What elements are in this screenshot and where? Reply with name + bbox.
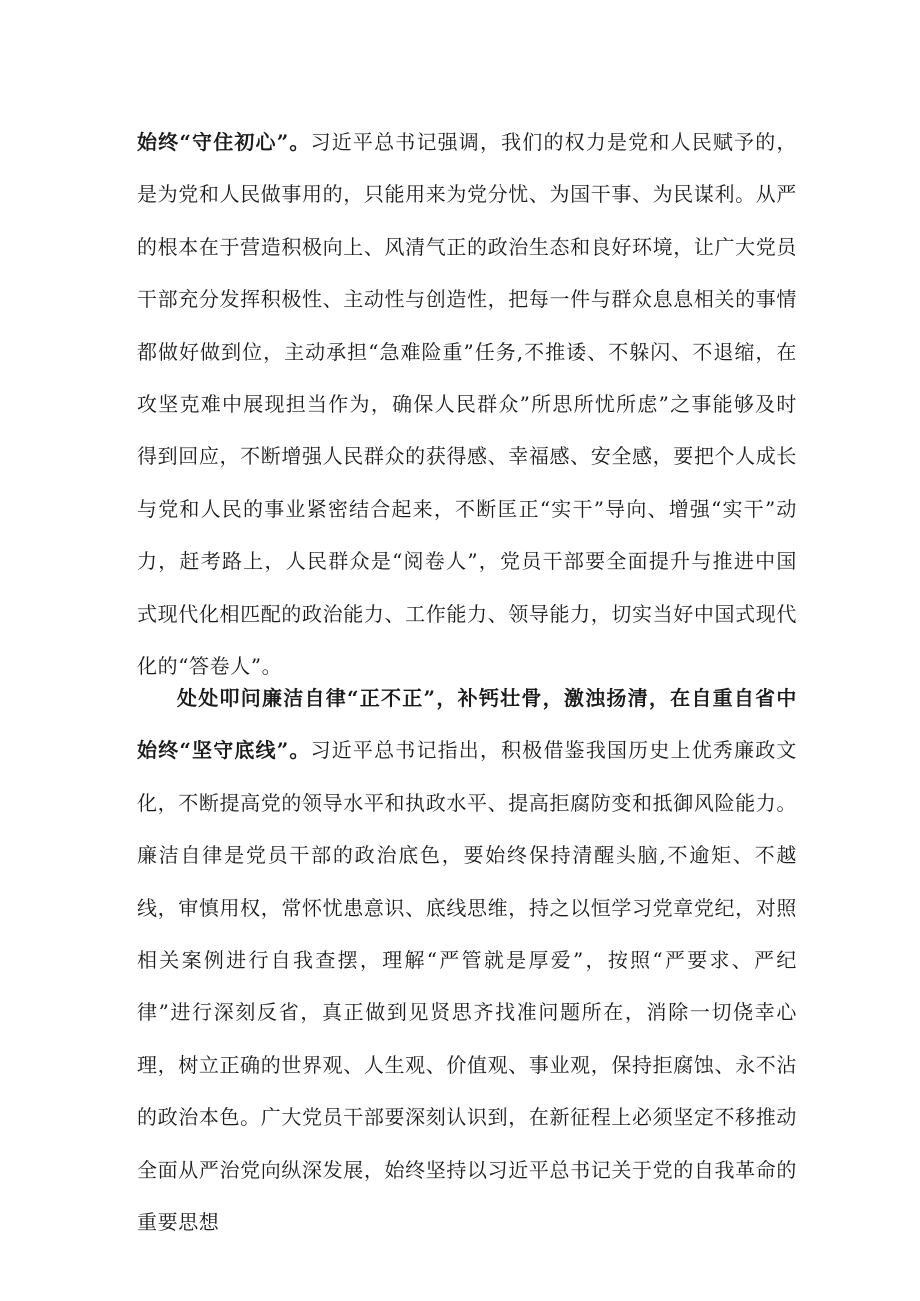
paragraph-body-text: 习近平总书记指出，积极借鉴我国历史上优秀廉政文化，不断提高党的领导水平和执政水平、提高拒腐防变和抵御风险能力。廉洁自律是党员干部的政治底色，要始终保持清醒头脑,不逾矩、不越线，审慎用权，常怀忧患意识、底线思维，持之以恒学习党章党纪，对照相关案例进行自我查摆，理解“严管就是厚爱”，按照“严要求、严纪律”进行深刻反省，真正做到见贤思齐找准问题所在，消除一切侥幸心理，树立正确的世界观、人生观、价值观、事业观，保持拒腐蚀、永不沾的政治本色。广大党员干部要深刻认识到，在新征程上必须坚定不移推动全面从严治党向纵深发展，始终坚持以习近平总书记关于党的自我革命的重要思想 [137,738,797,1235]
paragraph-initial-commitment [137,116,797,692]
paragraph-lead-heading: 处处叩问廉洁自律“正不正”，补钙壮骨，激浊扬清，在自重自省中始终“坚守底线”。 [137,686,797,763]
paragraph-integrity-self-discipline [137,672,797,1248]
paragraph-lead-heading: 始终“守住初心”。 [137,130,311,154]
paragraph-body-text: 习近平总书记强调，我们的权力是党和人民赋予的，是为党和人民做事用的，只能用来为党分忧、为国干事、为民谋利。从严的根本在于营造积极向上、风清气正的政治生态和良好环境，让广大党员干部充分发挥积极性、主动性与创造性，把每一件与群众息息相关的事情都做好做到位，主动承担“急难险重”任务,不推诿、不躲闪、不退缩，在攻坚克难中展现担当作为，确保人民群众”所思所忧所虑”之事能够及时得到回应，不断增强人民群众的获得感、幸福感、安全感，要把个人成长与党和人民的事业紧密结合起来，不断匡正“实干”导向、增强“实干”动力，赶考路上，人民群众是“阅卷人”，党员干部要全面提升与推进中国式现代化相匹配的政治能力、工作能力、领导能力，切实当好中国式现代化的“答卷人”。 [137,130,797,679]
